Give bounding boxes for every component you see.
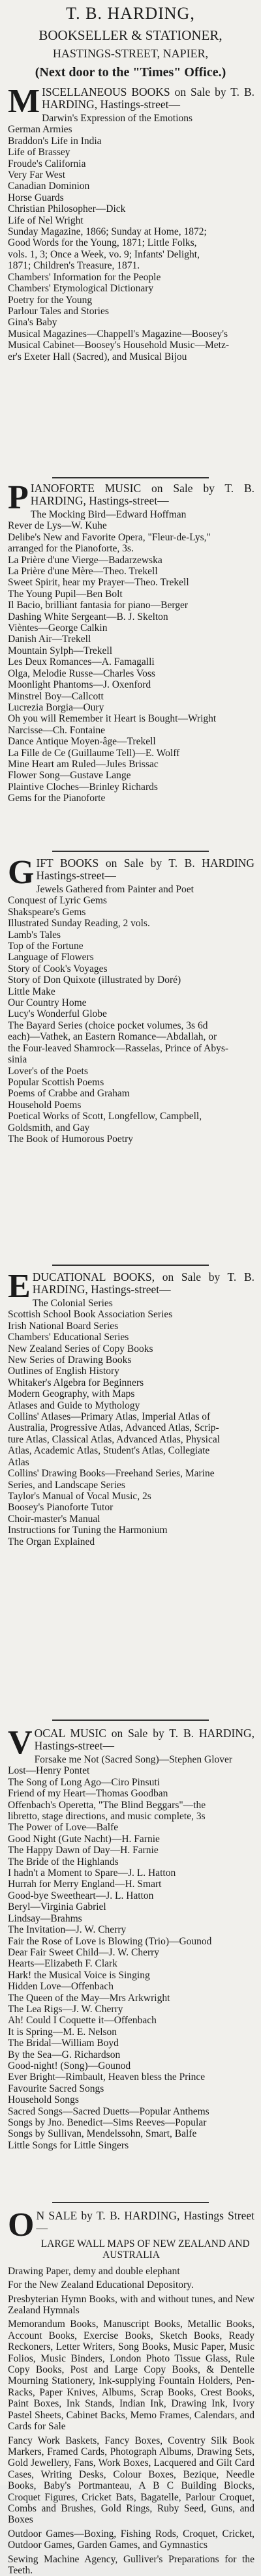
- list-item: Dashing White Sergeant—B. J. Skelton: [8, 611, 168, 622]
- ad-subheading: LARGE WALL MAPS OF NEW ZEALAND AND AUSTRALIA: [40, 2238, 250, 2261]
- list-item: Good Night (Gute Nacht)—H. Farnie: [8, 1833, 160, 1845]
- divider: [52, 1720, 209, 1721]
- list-item: Modern Geography, with Maps: [8, 1388, 135, 1400]
- ad-paragraph: For the New Zealand Educational Depository.: [8, 2279, 194, 2291]
- list-item: Gems for the Pianoforte: [8, 793, 106, 804]
- divider: [52, 477, 209, 478]
- list-item: It is Spring—M. E. Nelson: [8, 2026, 117, 2038]
- list-item: Hearts—Elizabeth F. Clark: [8, 1958, 117, 1970]
- list-item: Poetical Works of Scott, Longfellow, Campbell,: [8, 1111, 202, 1122]
- list-item: Les Deux Romances—A. Famagalli: [8, 656, 155, 668]
- list-item: Popular Scottish Poems: [8, 1076, 104, 1088]
- ad-heading-text: DUCATIONAL BOOKS, on Sale by T. B. HARDING, Hastings-street—: [32, 1270, 254, 1296]
- list-item: Narcisse—Ch. Fontaine: [8, 724, 105, 736]
- list-item: La Prière d'une Vierge—Badarzewska: [8, 554, 162, 566]
- list-item: Fair the Rose of Love is Blowing (Trio)—Gounod: [8, 1935, 212, 1947]
- list-item: The Book of Humorous Poetry: [8, 1133, 134, 1145]
- list-item: Musical Cabinet—Boosey's Household Music—Metz-: [8, 340, 230, 351]
- list-item: Chambers' Educational Series: [8, 1332, 129, 1343]
- list-item: Beryl—Virginia Gabriel: [8, 1901, 106, 1913]
- list-item: Boosey's Pianoforte Tutor: [8, 1502, 114, 1514]
- list-item: Lost—Henry Pontet: [8, 1765, 90, 1777]
- drop-cap: P: [8, 479, 29, 516]
- list-item: Household Poems: [8, 1099, 82, 1111]
- list-item: The Power of Love—Balfe: [8, 1822, 119, 1834]
- ad-miscellaneous-books: [0, 83, 261, 477]
- list-item: Sacred Songs—Sacred Duetts—Popular Anthems: [8, 2105, 209, 2117]
- ad-item-list: [0, 1752, 261, 2151]
- list-item: By the Sea—G. Richardson: [8, 2049, 121, 2060]
- list-item: vols. 1, 3; Once a Week, vo. 9; Infants' Delight,: [8, 248, 200, 260]
- list-item: libretto, stage directions, and music complete, 3s: [8, 1811, 206, 1822]
- list-item: Hurrah for Merry England—H. Smart: [8, 1879, 162, 1890]
- ad-paragraph: Memorandum Books, Manuscript Books, Metallic Books, Account Books, Exercise Books, Sketch Books, Ready Reckoners, Letter Writers, Song Books, Music Paper, Music Folios, Music Binders, London Photo Tissue Glass, Rule Copy Books, Post and Large Copy Books, & Dentelle Mourning Stationery, Ink-supplying Fountain Holders, Pen-Racks, Paper Knives, Albums, Scrap Books, Crest Books, Paint Boxes, Ink Stands, Indian Ink, Drawing Ink, Ivory Pastel Sheets, Cabinet Backs, Memo Frames, Calendars, and Cards for Sale: [8, 2319, 254, 2433]
- list-item: Moonlight Phantoms—J. Oxenford: [8, 679, 151, 691]
- list-item: Forsake me Not (Sacred Song)—Stephen Glover: [34, 1754, 233, 1765]
- list-item: Braddon's Life in India: [8, 135, 102, 147]
- masthead-address: HASTINGS-STREET, NAPIER,: [52, 47, 209, 60]
- list-item: The Song of Long Ago—Ciro Pinsuti: [8, 1776, 160, 1788]
- ad-paragraph: Sewing Machine Agency, Gulliver's Preparations for the Teeth.: [8, 2553, 254, 2576]
- list-item: La Prière d'une Mère—Theo. Trekell: [8, 566, 158, 578]
- list-item: the Four-leaved Shamrock—Rasselas, Prince of Abys-: [8, 1042, 229, 1054]
- list-item: The Bayard Series (choice pocket volumes, 3s 6d: [8, 1019, 208, 1031]
- list-item: Our Country Home: [8, 997, 87, 1009]
- list-item: Favourite Sacred Songs: [8, 2083, 104, 2094]
- list-item: The Invitation—J. W. Cherry: [8, 1924, 127, 1936]
- ad-on-sale: [0, 2206, 261, 2576]
- list-item: The Queen of the May—Mrs Arkwright: [8, 1992, 170, 2004]
- ad-paragraph-list: [0, 2261, 261, 2576]
- list-item: I hadn't a Moment to Spare—J. L. Hatton: [8, 1867, 176, 1879]
- list-item: arranged for the Pianoforte, 3s.: [8, 543, 134, 555]
- list-item: Little Songs for Little Singers: [8, 2139, 129, 2151]
- list-item: Little Make: [8, 986, 55, 997]
- list-item: er's Exeter Hall (Sacred), and Musical Bijou: [8, 351, 187, 362]
- list-item: Friend of my Heart—Thomas Goodban: [8, 1788, 168, 1800]
- list-item: Vièntes—George Calkin: [8, 622, 108, 634]
- masthead-note: (Next door to the "Times" Office.): [35, 65, 226, 80]
- list-item: Very Far West: [8, 169, 66, 181]
- ad-gift-books: [0, 854, 261, 1261]
- list-item: La Fille de Ce (Guillaume Tell)—E. Wolff: [8, 747, 180, 759]
- ad-item-list: [0, 1296, 261, 1547]
- list-item: Taylor's Manual of Vocal Music, 2s: [8, 1490, 151, 1502]
- list-item: Good-bye Sweetheart—J. L. Hatton: [8, 1890, 154, 1901]
- ad-heading-text: N SALE by T. B. HARDING, Hastings Street—: [36, 2209, 254, 2234]
- list-item: Dear Fair Sweet Child—J. W. Cherry: [8, 1946, 160, 1958]
- list-item: Ah! Could I Coquette it—Offenbach: [8, 2015, 157, 2027]
- divider: [52, 851, 209, 852]
- list-item: Lamb's Tales: [8, 929, 61, 941]
- list-item: Minstrel Boy—Callcott: [8, 690, 104, 702]
- list-item: Mountain Sylph—Trekell: [8, 645, 113, 656]
- masthead-trade: BOOKSELLER & STATIONER,: [38, 27, 223, 43]
- list-item: Series, and Landscape Series: [8, 1479, 125, 1491]
- list-item: 1871; Children's Treasure, 1871.: [8, 260, 140, 272]
- list-item: Sweet Spirit, hear my Prayer—Theo. Trekell: [8, 577, 189, 589]
- ad-pianoforte-music: [0, 479, 261, 847]
- list-item: Story of Don Quixote (illustrated by Doré): [8, 974, 181, 986]
- list-item: The Organ Explained: [8, 1536, 95, 1547]
- list-item: Musical Magazines—Chappell's Magazine—Boosey's: [8, 328, 228, 340]
- list-item: Flower Song—Gustave Lange: [8, 770, 131, 782]
- list-item: Delibe's New and Favorite Opera, "Fleur-de-Lys,": [8, 531, 211, 543]
- ad-item-list: [0, 507, 261, 804]
- list-item: Atlas, Academic Atlas, Student's Atlas, Collegiate: [8, 1445, 210, 1457]
- list-item: German Armies: [8, 124, 72, 136]
- list-item: Good Words for the Young, 1871; Little Folks,: [8, 237, 197, 249]
- list-item: Lindsay—Brahms: [8, 1912, 82, 1924]
- list-item: Mine Heart am Ruled—Jules Brissac: [8, 758, 159, 770]
- list-item: Household Songs: [8, 2094, 79, 2106]
- list-item: Ever Bright—Rimbault, Heaven bless the Prince: [8, 2071, 206, 2083]
- list-item: Rever de Lys—W. Kuhe: [8, 520, 107, 532]
- list-item: Choir-master's Manual: [8, 1513, 100, 1525]
- list-item: Sunday Magazine, 1866; Sunday at Home, 1872;: [8, 226, 207, 238]
- list-item: Froude's California: [8, 158, 86, 169]
- list-item: Atlas: [8, 1456, 29, 1468]
- list-item: ture Atlas, Classical Atlas, Advanced Atlas, Physical: [8, 1433, 221, 1445]
- list-item: each)—Vathek, an Eastern Romance—Abdallah, or: [8, 1031, 217, 1043]
- drop-cap: E: [8, 1268, 31, 1305]
- ad-paragraph: Drawing Paper, demy and double elephant: [8, 2265, 180, 2277]
- list-item: Conquest of Lyric Gems: [8, 895, 107, 907]
- list-item: Irish National Board Series: [8, 1320, 119, 1332]
- list-item: Collins' Drawing Books—Freehand Series, Marine: [8, 1468, 215, 1480]
- ad-heading-text: OCAL MUSIC on Sale by T. B. HARDING, Hastings-street—: [34, 1727, 254, 1752]
- list-item: New Zealand Series of Copy Books: [8, 1343, 153, 1354]
- ad-item-list: [0, 111, 261, 362]
- list-item: Parlour Tales and Stories: [8, 305, 109, 317]
- drop-cap: O: [8, 2206, 35, 2244]
- ad-paragraph: Outdoor Games—Boxing, Fishing Rods, Croquet, Cricket, Outdoor Games, Garden Games, and Gymnastics: [8, 2528, 254, 2551]
- list-item: Poetry for the Young: [8, 294, 93, 306]
- list-item: Oh you will Remember it Heart is Bought—Wright: [8, 713, 217, 725]
- list-item: The Mocking Bird—Edward Hoffman: [30, 509, 187, 520]
- list-item: Chambers' Etymological Dictionary: [8, 283, 154, 295]
- list-item: Australia, Progressive Atlas, Advanced Atlas, Scrip-: [8, 1422, 219, 1434]
- drop-cap: G: [8, 854, 35, 891]
- drop-cap: V: [8, 1724, 33, 1761]
- list-item: The Bride of the Highlands: [8, 1856, 119, 1867]
- list-item: Instructions for Tuning the Harmonium: [8, 1525, 168, 1536]
- list-item: Lucy's Wonderful Globe: [8, 1008, 107, 1020]
- list-item: Offenbach's Operetta, "The Blind Beggars"—the: [8, 1799, 206, 1811]
- list-item: Horse Guards: [8, 192, 64, 203]
- ad-educational-books: [0, 1268, 261, 1714]
- list-item: Jewels Gathered from Painter and Poet: [36, 884, 194, 895]
- list-item: Collins' Atlases—Primary Atlas, Imperial Atlas of: [8, 1411, 211, 1423]
- list-item: Songs by Jno. Benedict—Sims Reeves—Popular: [8, 2117, 207, 2128]
- ad-vocal-music: [0, 1724, 261, 2197]
- ad-paragraph: Fancy Work Baskets, Fancy Boxes, Coventry Silk Book Markers, Framed Cards, Photograph Albums, Drawing Sets, Gold Jewellery, Fans, Work Boxes, Lacquered and Gilt Card Cases, Writing Desks, Colour Boxes, Bezique, Needle Books, Baby's Portmanteau, A B C Building Blocks, Croquet Figures, Cricket Bats, Bagatelle, Parlour Croquet, Combs and Brushes, Gold Rings, Ruby Seed, Guns, and Boxes: [8, 2435, 254, 2526]
- list-item: Canadian Dominion: [8, 181, 90, 192]
- list-item: New Series of Drawing Books: [8, 1354, 132, 1366]
- ad-paragraph: Presbyterian Hymn Books, with and without tunes, and New Zealand Hymnals: [8, 2293, 254, 2317]
- divider: [52, 1265, 209, 1266]
- list-item: Gina's Baby: [8, 317, 57, 329]
- ad-item-list: [0, 882, 261, 1145]
- list-item: Whitaker's Algebra for Beginners: [8, 1377, 144, 1388]
- ad-heading-text: ISCELLANEOUS BOOKS on Sale by T. B. HARDING, Hastings-street—: [42, 85, 254, 111]
- list-item: The Young Pupil—Ben Bolt: [8, 588, 123, 600]
- list-item: Chambers' Information for the People: [8, 271, 161, 283]
- drop-cap: M: [8, 83, 40, 120]
- list-item: The Happy Dawn of Day—H. Farnie: [8, 1845, 159, 1856]
- list-item: Plaintive Cloches—Brinley Richards: [8, 781, 158, 793]
- list-item: Story of Cook's Voyages: [8, 963, 108, 974]
- list-item: Outlines of English History: [8, 1366, 119, 1377]
- list-item: The Bridal—William Boyd: [8, 2038, 119, 2049]
- list-item: Christian Philosopher—Dick: [8, 203, 126, 215]
- list-item: Illustrated Sunday Reading, 2 vols.: [8, 918, 150, 929]
- list-item: Il Bacio, brilliant fantasia for piano—Berger: [8, 600, 189, 611]
- list-item: Lover's of the Poets: [8, 1065, 88, 1077]
- ad-heading-text: IFT BOOKS on Sale by T. B. HARDING Hastings-street—: [36, 856, 254, 882]
- list-item: Lucrezia Borgia—Oury: [8, 701, 104, 713]
- list-item: Darwin's Expression of the Emotions: [42, 113, 193, 124]
- list-item: Olga, Melodie Russe—Charles Voss: [8, 667, 155, 679]
- ad-heading-text: IANOFORTE MUSIC on Sale by T. B. HARDING, Hastings-street—: [30, 482, 254, 507]
- ad-heading: [0, 2206, 261, 2244]
- list-item: Danish Air—Trekell: [8, 634, 91, 645]
- list-item: Hidden Love—Offenbach: [8, 1981, 114, 1993]
- list-item: Songs by Sullivan, Mendelssohn, Smart, Balfe: [8, 2128, 197, 2140]
- list-item: Goldsmith, and Gay: [8, 1122, 90, 1134]
- list-item: Life of Nel Wright: [8, 214, 84, 226]
- list-item: sinia: [8, 1054, 27, 1066]
- list-item: Poems of Crabbe and Graham: [8, 1088, 130, 1100]
- list-item: Good-night! (Song)—Gounod: [8, 2060, 131, 2071]
- list-item: Life of Brassey: [8, 147, 70, 158]
- list-item: The Lea Rigs—J. W. Cherry: [8, 2003, 123, 2015]
- divider: [52, 2202, 209, 2203]
- list-item: Atlases and Guide to Mythology: [8, 1399, 140, 1411]
- list-item: Hark! the Musical Voice is Singing: [8, 1969, 150, 1981]
- list-item: Scottish School Book Association Series: [8, 1309, 173, 1321]
- list-item: Dance Antique Moyen-âge—Trekell: [8, 736, 156, 748]
- list-item: Language of Flowers: [8, 952, 94, 963]
- masthead-name: T. B. HARDING,: [66, 4, 195, 23]
- list-item: Top of the Fortune: [8, 941, 84, 952]
- list-item: The Colonial Series: [32, 1298, 113, 1309]
- list-item: Shakspeare's Gems: [8, 906, 86, 918]
